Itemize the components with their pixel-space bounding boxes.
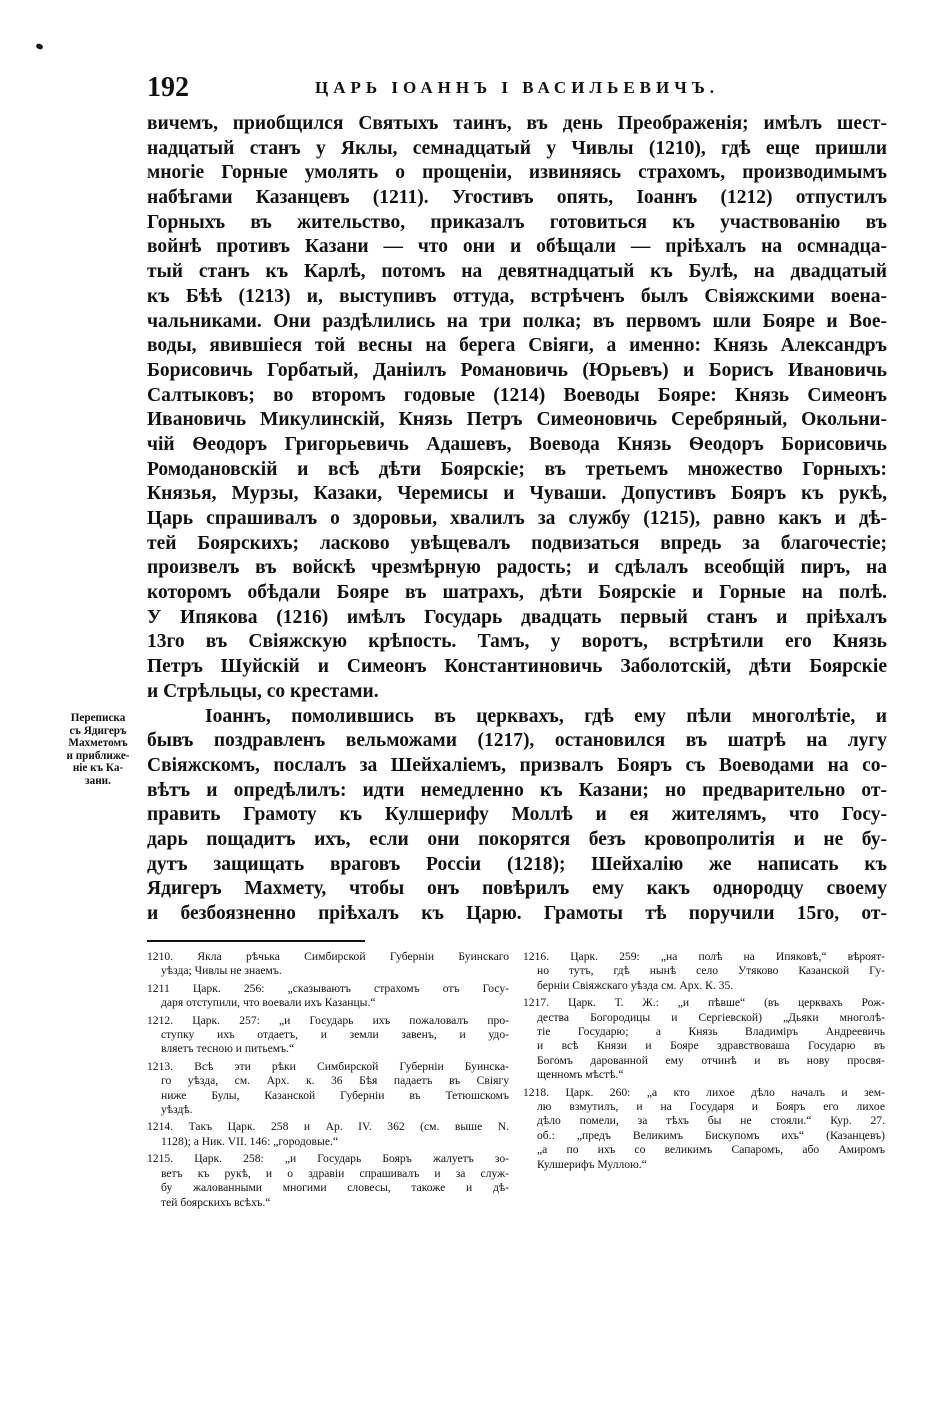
footnote-1214 [147, 1120, 509, 1149]
text-line: которомъ обѣдали Бояре въ шатрахъ, дѣти Боярскіе и Горные на полѣ. [147, 582, 887, 604]
text-line: Салтыковъ; во второмъ годовые (1214) Воеводы Бояре: Князь Симеонъ [147, 384, 887, 406]
margin-note-line: ніе къ Ка- [72, 762, 124, 775]
text-line: воды, явившіеся той весны на берега Свіяги, а именно: Князь Александръ [147, 335, 887, 357]
footnote-1218 [523, 1086, 885, 1172]
footnote-column-left [147, 950, 509, 1213]
footnote-divider [147, 940, 365, 942]
text-line: многіе Горные умолять о прощеніи, извиняясь страхомъ, производимымъ [147, 162, 887, 184]
text-line: произвелъ въ войскѣ чрезмѣрную радость; и сдѣлалъ всеобщій пиръ, на [147, 557, 887, 579]
text-line: Князья, Мурзы, Казаки, Черемисы и Чуваши. Допустивъ Бояръ къ рукѣ, [147, 483, 887, 505]
text-line: Борисовичь Горбатый, Даніилъ Романовичь (Юрьевъ) и Борисъ Ивановичь [147, 359, 887, 381]
margin-note [52, 712, 144, 788]
footnote-line: 1218. Царк. 260: „а кто лихое дѣло началъ и зем- [523, 1085, 885, 1099]
text-line: надцатый станъ у Яклы, семнадцатый у Чивлы (1210), гдѣ еще пришли [147, 137, 887, 159]
text-line: Ядигеръ Махмету, чтобы онъ повѣрилъ ему какъ однородцу своему [147, 878, 887, 900]
footnote-line: дества Богородицы и Сергіевской) „Дьяки многолѣ- [537, 1010, 885, 1024]
footnote-line: тей боярскихъ всѣхъ.“ [161, 1195, 271, 1209]
text-line: войнѣ противъ Казани — что они и обѣщали — пріѣхалъ на осмнадца- [147, 236, 887, 258]
footnote-line: но тутъ, гдѣ нынѣ село Утяково Казанской Гу- [537, 964, 885, 978]
footnote-line: 1214. Такъ Царк. 258 и Ар. IV. 362 (см. выше N. [147, 1120, 509, 1134]
page-number: 192 [147, 72, 189, 103]
footnote-1210 [147, 950, 509, 979]
footnote-line: „а по ихъ со великимъ Сапаромъ, або Амиромъ [537, 1143, 885, 1157]
footnote-line: 1211 Царк. 256: „сказываютъ страхомъ отъ Госу- [147, 981, 509, 995]
footnote-line: уѣздѣ. [161, 1103, 193, 1117]
footnote-line: тіе Государю; а Князь Владиміръ Андреевичь [537, 1025, 885, 1039]
footnote-line: и всѣ Князи и Бояре здравствоваша Государю въ [537, 1039, 885, 1053]
margin-note-line: Махметомъ [68, 737, 128, 750]
footnote-line: об.: „предъ Великимъ Бискупомъ ихъ“ (Казанцевъ) [537, 1128, 885, 1142]
footnote-line: Кулшерифъ Муллою.“ [537, 1157, 647, 1171]
text-line: къ Бѣѣ (1213) и, выступивъ оттуда, встрѣченъ былъ Свіяжскими воена- [147, 285, 887, 307]
footnote-1216 [523, 950, 885, 993]
footnote-line: вляетъ тесною и питьемъ.“ [161, 1042, 295, 1056]
footnote-line: 1213. Всѣ эти рѣки Симбирской Губерніи Буинска- [147, 1059, 509, 1073]
footnote-line: ветъ къ рукѣ, и о здравіи спрашивалъ и за служ- [161, 1166, 509, 1180]
footnote-1213 [147, 1060, 509, 1118]
footnote-line: даря отступили, что воевали ихъ Казанцы.“ [161, 996, 376, 1010]
paragraph-first-line: Іоаннъ, помолившись въ церквахъ, гдѣ ему пѣли многолѣтіе, и [205, 705, 887, 727]
margin-note-line: съ Ядигеръ [69, 724, 127, 737]
text-line: править Грамоту къ Кулшерифу Моллѣ и ея жителямъ, что Госу- [147, 804, 887, 826]
text-line: вѣтъ и опредѣлилъ: идти немедленно къ Казани; но предварительно от- [147, 779, 887, 801]
main-text [147, 112, 887, 927]
footnotes [147, 950, 887, 1270]
text-line: и Стрѣльцы, со крестами. [147, 680, 379, 702]
margin-note-line: и приближе- [66, 749, 130, 762]
footnote-line: го уѣзда, см. Арх. к. 36 Бѣя падаетъ въ Свіягу [161, 1074, 509, 1088]
text-line: бывъ поздравленъ вельможами (1217), остановился въ шатрѣ на лугу [147, 730, 887, 752]
text-line: Ромодановскій и всѣ дѣти Боярскіе; въ третьемъ множество Горныхъ: [147, 458, 887, 480]
footnote-line: щенномъ мѣстѣ.“ [537, 1068, 624, 1082]
footnote-1212 [147, 1014, 509, 1057]
page-speck [35, 43, 43, 50]
footnote-line: 1210. Якла рѣчька Симбирской Губерніи Буинскаго [147, 950, 509, 963]
page-header [147, 72, 887, 106]
text-line: дарь пощадитъ ихъ, если они покорятся безъ кровопролитія и не бу- [147, 828, 887, 850]
footnote-line: Богомъ дарованной ему отчинѣ и въ нову просвя- [537, 1053, 885, 1067]
text-line: тей Боярскихъ; ласково увѣщевалъ подвизаться впредь за благочестіе; [147, 532, 887, 554]
footnote-line: уѣзда; Чивлы не знаемъ. [161, 964, 282, 978]
footnote-1217 [523, 996, 885, 1082]
running-head: ЦАРЬ ІОАННЪ І ВАСИЛЬЕВИЧЪ. [315, 78, 719, 97]
text-line: Петръ Шуйскій и Симеонъ Константиновичь Заболотскій, дѣти Боярскіе [147, 656, 887, 678]
footnote-line: ступку ихъ отдаетъ, и земли завенъ, и удо- [161, 1028, 509, 1042]
text-line: чальниками. Они раздѣлились на три полка; въ первомъ шли Бояре и Вое- [147, 310, 887, 332]
text-line: чій Ѳеодоръ Григорьевичь Адашевъ, Воевода Князь Ѳеодоръ Борисовичь [147, 433, 887, 455]
text-line: вичемъ, приобщился Святыхъ таинъ, въ день Преображенія; имѣлъ шест- [147, 113, 887, 134]
margin-note-line: зани. [85, 774, 111, 787]
footnote-line: дѣло помели, за тѣхъ бы не стояли.“ Кур. 27. [537, 1114, 885, 1128]
footnote-line: 1128); а Ник. VII. 146: „городовые.“ [161, 1134, 339, 1148]
footnote-line: лю взмутилъ, и на Государя и Бояръ его лихое [537, 1100, 885, 1114]
text-line: набѣгами Казанцевъ (1211). Угостивъ опять, Іоаннъ (1212) отпустилъ [147, 187, 887, 209]
footnote-line: 1216. Царк. 259: „на полѣ на Ипяковѣ,“ вѣроят- [523, 950, 885, 963]
footnote-line: ниже Булы, Казанской Губерніи въ Тетюшскомъ [161, 1088, 509, 1102]
footnote-line: 1215. Царк. 258: „и Государь Бояръ жалуетъ зо- [147, 1152, 509, 1166]
footnote-1215 [147, 1152, 509, 1210]
footnote-line: 1217. Царк. Т. Ж.: „и пѣвше“ (въ церквахъ Рож- [523, 996, 885, 1010]
footnote-line: 1212. Царк. 257: „и Государь ихъ пожаловалъ про- [147, 1013, 509, 1027]
text-line: Царь спрашивалъ о здоровьи, хвалилъ за службу (1215), равно какъ и дѣ- [147, 508, 887, 529]
text-line: Ивановичь Микулинскій, Князь Петръ Симеоновичь Серебряный, Окольни- [147, 409, 887, 431]
text-line: У Ипякова (1216) имѣлъ Государь двадцать первый станъ и пріѣхалъ [147, 606, 887, 628]
footnote-column-right [523, 950, 885, 1175]
footnote-line: бу жалованными многими словесы, такоже и дѣ- [161, 1181, 509, 1195]
footnote-line: берніи Свіяжскаго уѣзда см. Арх. К. 35. [537, 978, 734, 992]
margin-note-line: Переписка [70, 712, 126, 724]
footnote-1211 [147, 982, 509, 1011]
text-line: 13го въ Свіяжскую крѣпость. Тамъ, у воротъ, встрѣтили его Князь [147, 631, 887, 653]
text-line: дутъ защищать враговъ Россіи (1218); Шейхалію же написать къ [147, 853, 887, 875]
text-line: Горныхъ въ жительство, приказалъ готовиться къ участвованію въ [147, 211, 887, 233]
text-line: и безбоязненно пріѣхалъ къ Царю. Грамоты тѣ поручили 15го, от- [147, 903, 887, 924]
text-line: Свіяжскомъ, послалъ за Шейхаліемъ, призвалъ Бояръ съ Воеводами на со- [147, 754, 887, 776]
text-line: тый станъ къ Карлѣ, потомъ на девятнадцатый къ Булѣ, на двадцатый [147, 261, 887, 283]
